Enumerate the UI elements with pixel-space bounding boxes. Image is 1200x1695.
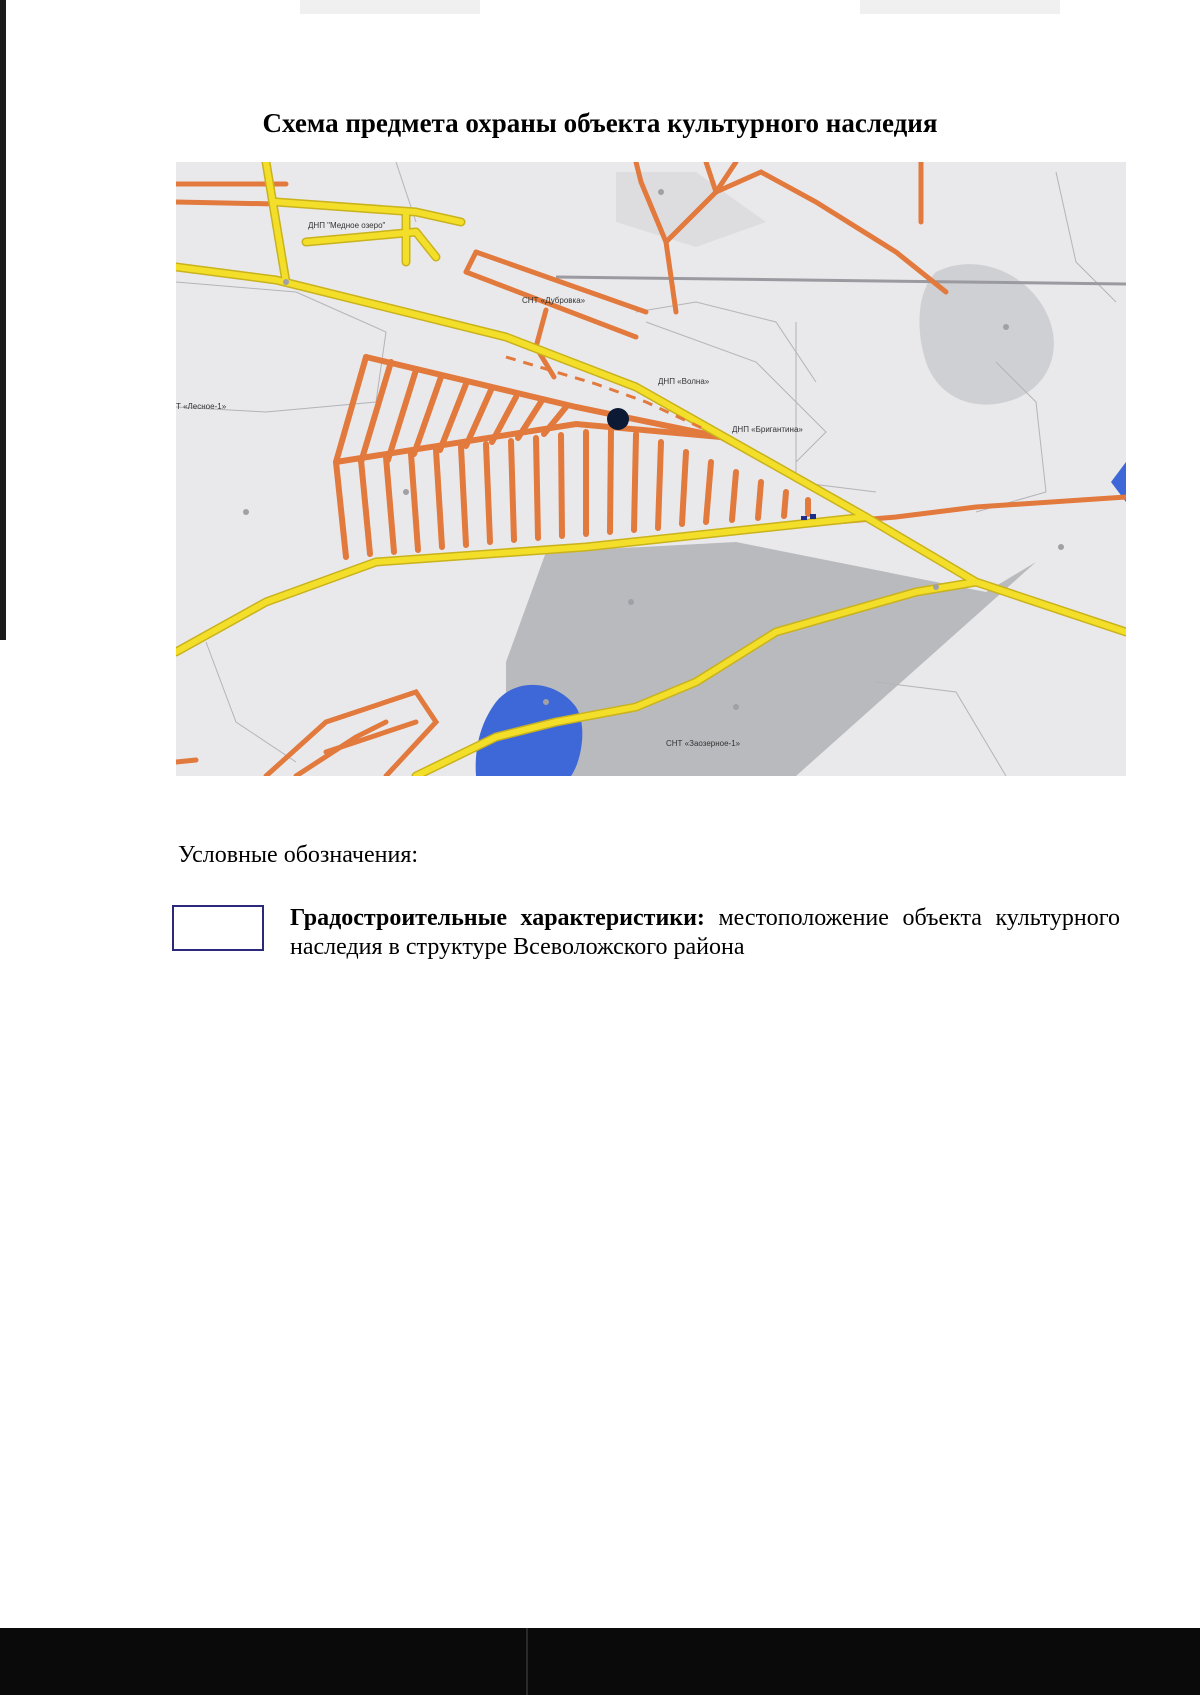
scan-top-speck [300,0,480,14]
page-title: Схема предмета охраны объекта культурного наследия [262,108,938,138]
scan-bottom-seam [526,1628,528,1695]
scan-top-speck [860,0,1060,14]
map-label: ДНП "Медное озеро" [308,221,386,230]
map-label: ДНП «Волна» [658,377,710,386]
map-label: СНТ «Заозерное-1» [666,739,741,748]
legend-swatch-boundary [172,905,264,951]
legend-description: местоположение объекта культурного наследия в структуре Всеволожского района [290,905,1120,960]
map-label: ДНП «Бригантина» [732,425,803,434]
scan-bottom-band [0,1628,1200,1695]
legend-heading: Условные обозначения: [178,842,419,868]
site-map [176,162,1126,776]
heritage-site-marker [607,408,629,430]
map-label: Т «Лесное-1» [176,402,227,411]
map-label: СНТ «Дубровка» [522,296,586,305]
map-canvas [176,162,1126,776]
legend-item [290,904,1120,962]
scan-left-edge [0,0,6,640]
legend-term: Градостроительные характеристики: [290,905,705,931]
